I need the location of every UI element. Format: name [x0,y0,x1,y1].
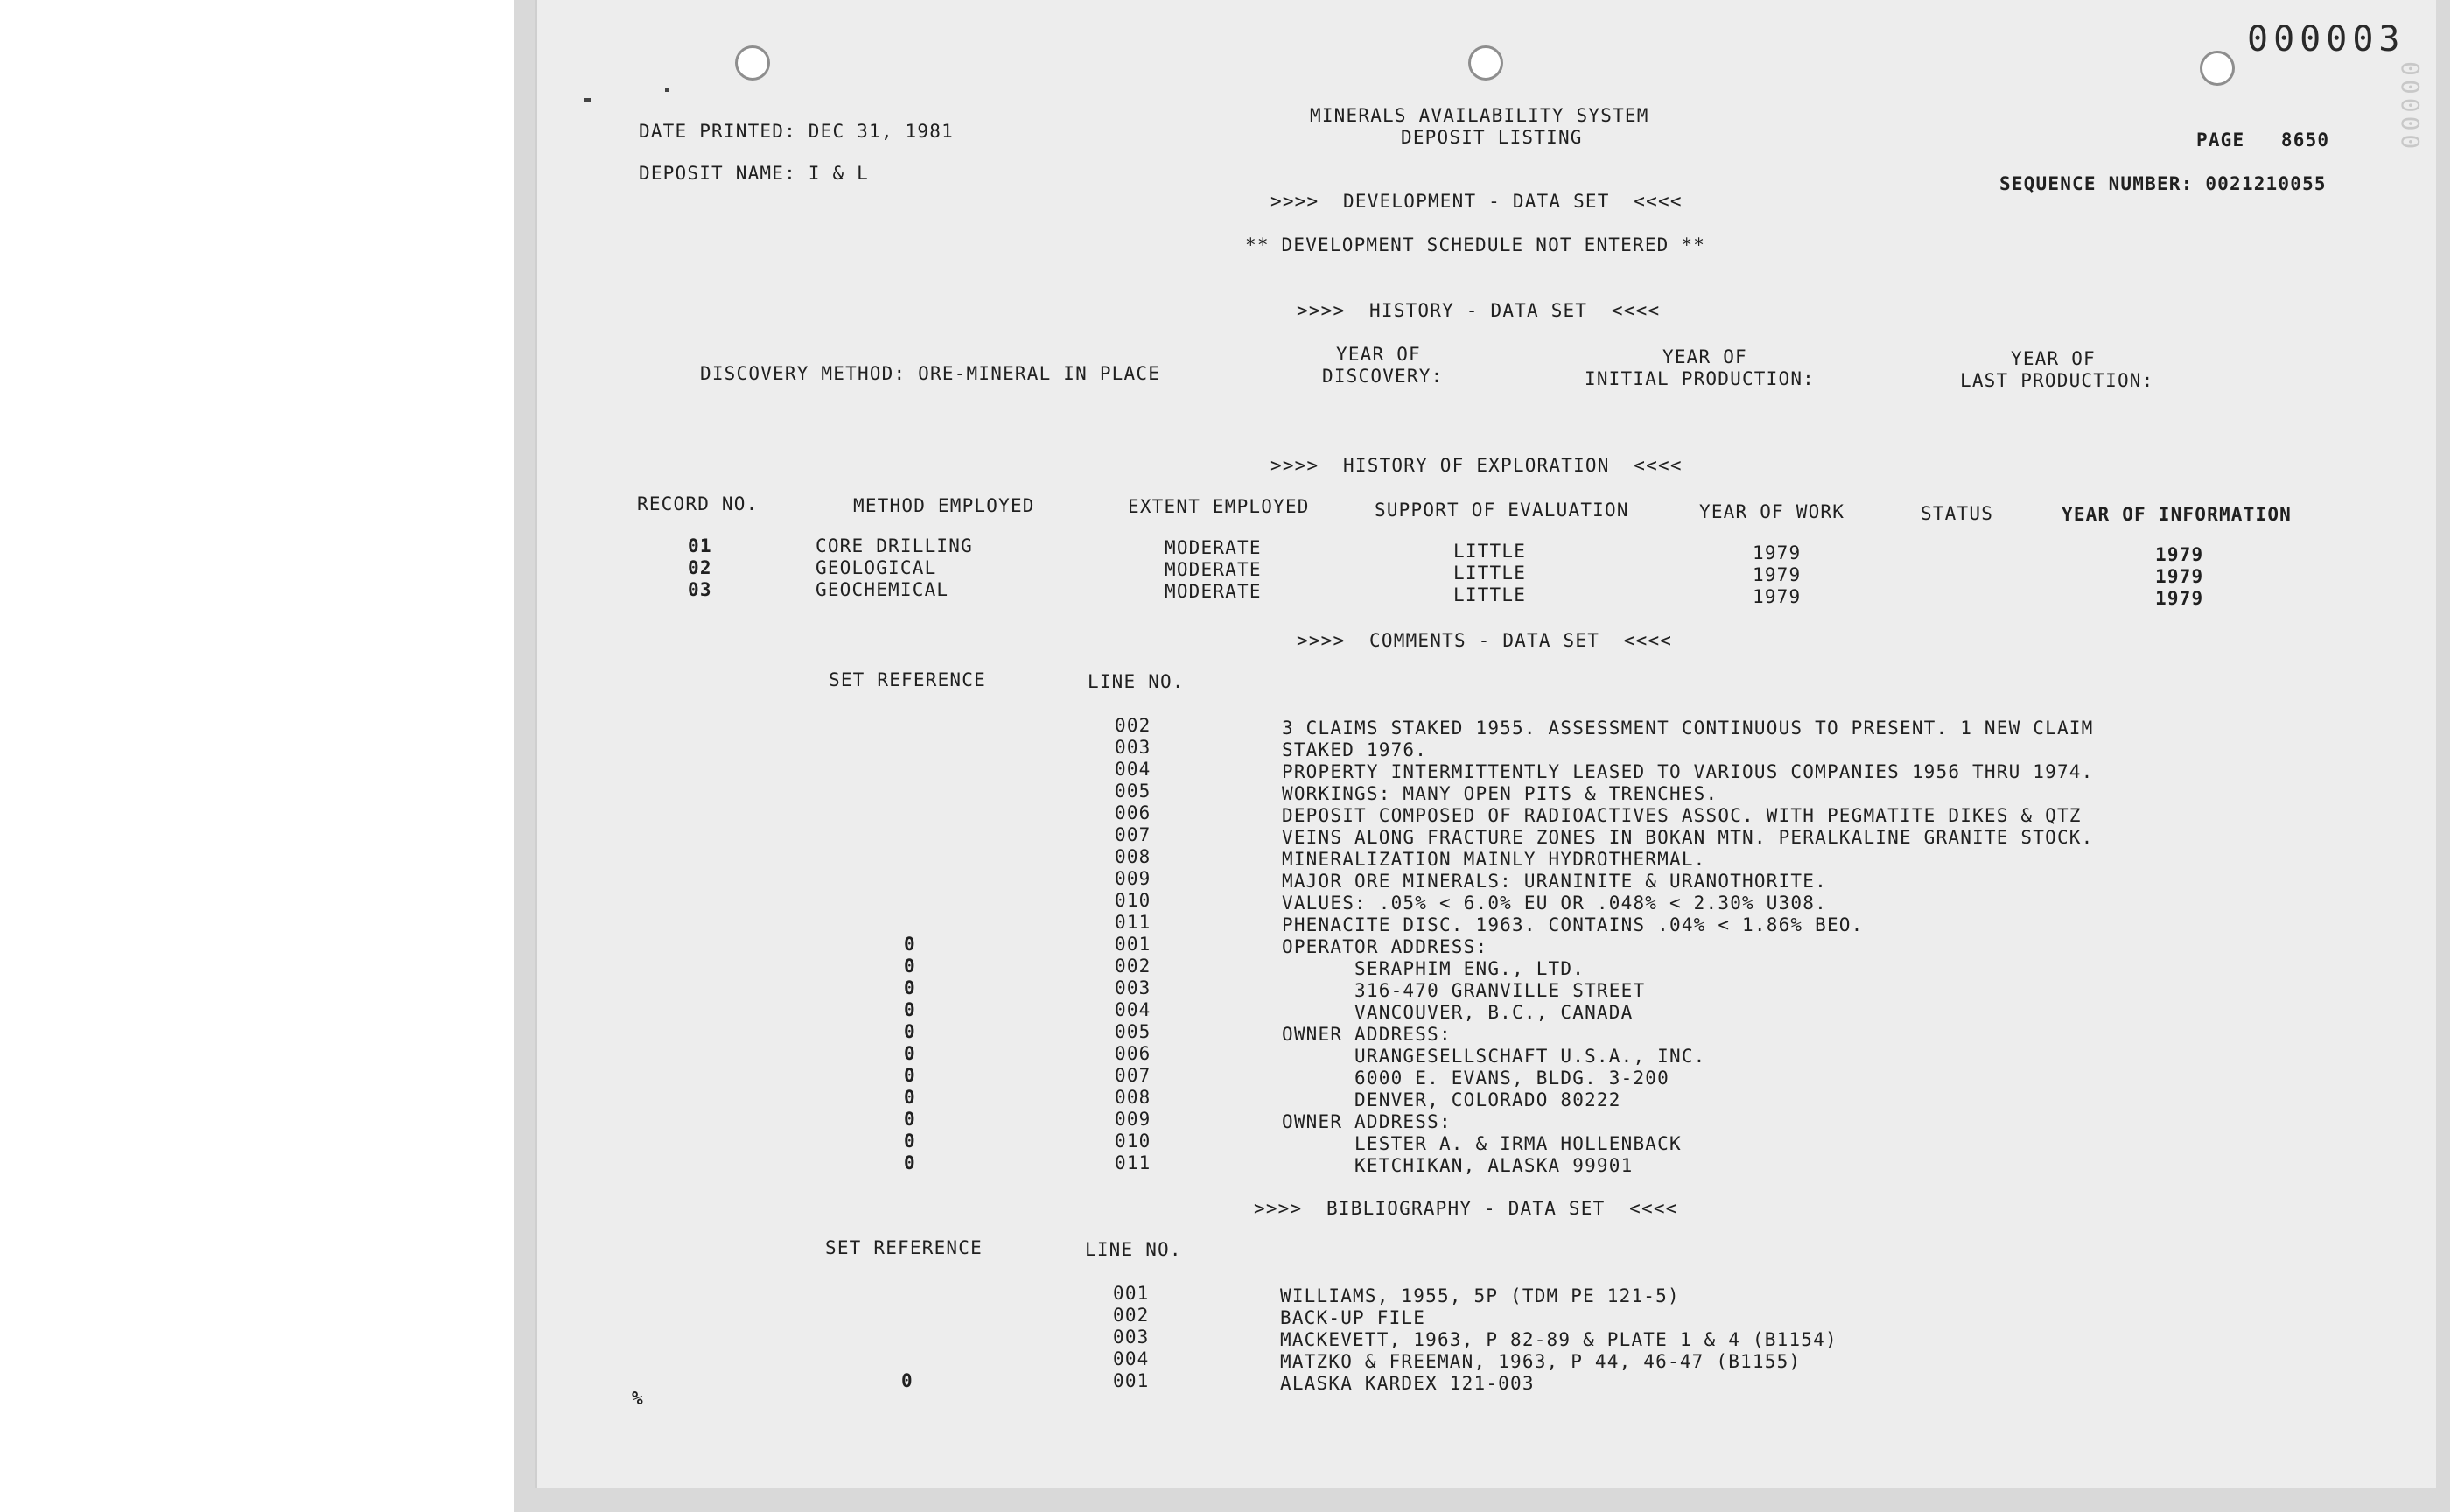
line-no-cell: 007 [1115,1065,1152,1086]
set-reference-cell: 0 [904,1043,916,1064]
line-no-cell: 001 [1115,934,1152,955]
year-last-production-label: YEAR OF [2011,348,2096,369]
set-reference-cell: 0 [904,977,916,998]
support-cell: LITTLE [1453,563,1527,584]
set-reference-cell: 0 [901,1370,914,1391]
footer-mark: % [632,1388,644,1409]
comment-text: KETCHIKAN, ALASKA 99901 [1282,1155,1634,1176]
comment-text: VEINS ALONG FRACTURE ZONES IN BOKAN MTN. PERALKALINE GRANITE STOCK. [1282,827,2094,848]
column-year-of-work: YEAR OF WORK [1699,501,1845,522]
scan-mark [665,88,669,92]
line-no-cell: 006 [1115,802,1152,823]
line-no-cell: 004 [1115,999,1152,1020]
listing-title: DEPOSIT LISTING [1401,127,1583,148]
line-no-cell: 003 [1115,737,1152,758]
line-no-cell: 003 [1115,977,1152,998]
line-no-cell: 005 [1115,1021,1152,1042]
year-of-discovery-label: DISCOVERY: [1322,366,1444,387]
development-heading: >>>> DEVELOPMENT - DATA SET <<<< [1270,191,1683,212]
line-no-cell: 006 [1115,1043,1152,1064]
comment-text: OWNER ADDRESS: [1282,1024,1452,1045]
method-cell: GEOCHEMICAL [816,579,949,600]
year-of-information-cell: 1979 [2155,544,2204,565]
bibliography-text: MACKEVETT, 1963, P 82-89 & PLATE 1 & 4 (B1154) [1280,1329,1838,1350]
set-reference-cell: 0 [904,1021,916,1042]
exploration-heading: >>>> HISTORY OF EXPLORATION <<<< [1270,455,1683,476]
line-no-cell: 010 [1115,890,1152,911]
line-no-cell: 008 [1115,1087,1152,1108]
record-no-cell: 02 [688,557,712,578]
year-last-production-label: LAST PRODUCTION: [1960,370,2154,391]
year-of-information-cell: 1979 [2155,588,2204,609]
comment-text: PROPERTY INTERMITTENTLY LEASED TO VARIOUS COMPANIES 1956 THRU 1974. [1282,761,2094,782]
comment-text: 6000 E. EVANS, BLDG. 3-200 [1282,1068,1670,1088]
record-no-cell: 03 [688,579,712,600]
line-no-cell: 002 [1115,956,1152,976]
year-of-work-cell: 1979 [1753,564,1802,585]
year-of-work-cell: 1979 [1753,542,1802,564]
discovery-method: DISCOVERY METHOD: ORE-MINERAL IN PLACE [700,363,1161,384]
line-no-cell: 002 [1115,715,1152,736]
line-no-cell: 001 [1113,1370,1150,1391]
punch-hole-left [735,46,770,80]
set-reference-cell: 0 [904,999,916,1020]
comments-column-line-no: LINE NO. [1088,671,1185,692]
comment-text: VALUES: .05% < 6.0% EU OR .048% < 2.30% U308. [1282,892,1827,914]
system-title: MINERALS AVAILABILITY SYSTEM [1310,105,1649,126]
development-note: ** DEVELOPMENT SCHEDULE NOT ENTERED ** [1245,234,1706,256]
line-no-cell: 011 [1115,1152,1152,1173]
comment-text: STAKED 1976. [1282,739,1428,760]
year-initial-production-label: YEAR OF [1662,346,1747,368]
bibliography-text: ALASKA KARDEX 121-003 [1280,1373,1535,1394]
comments-column-set-reference: SET REFERENCE [829,669,986,690]
column-method-employed: METHOD EMPLOYED [853,495,1035,516]
column-year-of-information: YEAR OF INFORMATION [2062,504,2292,525]
date-printed: DATE PRINTED: DEC 31, 1981 [639,121,954,142]
history-heading: >>>> HISTORY - DATA SET <<<< [1297,300,1661,321]
extent-cell: MODERATE [1165,559,1262,580]
year-initial-production-label: INITIAL PRODUCTION: [1585,368,1816,389]
set-reference-cell: 0 [904,1065,916,1086]
bibliography-text: WILLIAMS, 1955, 5P (TDM PE 121-5) [1280,1285,1680,1306]
line-no-cell: 008 [1115,846,1152,867]
comment-text: VANCOUVER, B.C., CANADA [1282,1002,1634,1023]
set-reference-cell: 0 [904,1130,916,1152]
page-number: PAGE 8650 [2196,130,2330,150]
line-no-cell: 010 [1115,1130,1152,1152]
bibliography-text: MATZKO & FREEMAN, 1963, P 44, 46-47 (B1155) [1280,1351,1802,1372]
extent-cell: MODERATE [1165,537,1262,558]
line-no-cell: 003 [1113,1326,1150,1348]
record-no-cell: 01 [688,536,712,556]
set-reference-cell: 0 [904,1087,916,1108]
punch-hole-center [1468,46,1503,80]
deposit-name: DEPOSIT NAME: I & L [639,163,870,184]
year-of-work-cell: 1979 [1753,586,1802,607]
line-no-cell: 001 [1113,1283,1150,1304]
set-reference-cell: 0 [904,956,916,976]
bibliography-column-line-no: LINE NO. [1085,1239,1182,1260]
extent-cell: MODERATE [1165,581,1262,602]
sequence-number: SEQUENCE NUMBER: 0021210055 [1999,173,2327,194]
comment-text: URANGESELLSCHAFT U.S.A., INC. [1282,1046,1706,1067]
comment-text: SERAPHIM ENG., LTD. [1282,958,1586,979]
line-no-cell: 007 [1115,824,1152,845]
column-support-of-evaluation: SUPPORT OF EVALUATION [1375,500,1629,521]
page-stamp-number: 000003 [2247,19,2405,60]
year-of-information-cell: 1979 [2155,566,2204,587]
bibliography-heading: >>>> BIBLIOGRAPHY - DATA SET <<<< [1254,1198,1678,1219]
set-reference-cell: 0 [904,1152,916,1173]
comment-text: WORKINGS: MANY OPEN PITS & TRENCHES. [1282,783,1718,804]
faint-stamp-shadow: 00000 [2396,61,2425,153]
comment-text: OPERATOR ADDRESS: [1282,936,1488,957]
column-status: STATUS [1921,503,1994,524]
column-record-no: RECORD NO. [637,494,759,514]
method-cell: GEOLOGICAL [816,557,937,578]
paper-page [536,0,2436,1488]
line-no-cell: 004 [1113,1348,1150,1369]
comment-text: MAJOR ORE MINERALS: URANINITE & URANOTHORITE. [1282,871,1827,892]
comment-text: OWNER ADDRESS: [1282,1111,1452,1132]
line-no-cell: 002 [1113,1305,1150,1326]
line-no-cell: 005 [1115,780,1152,802]
comment-text: DENVER, COLORADO 80222 [1282,1089,1621,1110]
support-cell: LITTLE [1453,584,1527,606]
support-cell: LITTLE [1453,541,1527,562]
bibliography-column-set-reference: SET REFERENCE [825,1237,983,1258]
line-no-cell: 004 [1115,759,1152,780]
column-extent-employed: EXTENT EMPLOYED [1128,496,1310,517]
comment-text: MINERALIZATION MAINLY HYDROTHERMAL. [1282,849,1706,870]
set-reference-cell: 0 [904,934,916,955]
comment-text: PHENACITE DISC. 1963. CONTAINS .04% < 1.86% BEO. [1282,914,1864,935]
line-no-cell: 009 [1115,1109,1152,1130]
line-no-cell: 011 [1115,912,1152,933]
comments-heading: >>>> COMMENTS - DATA SET <<<< [1297,630,1673,651]
punch-hole-right [2200,51,2235,86]
comment-text: DEPOSIT COMPOSED OF RADIOACTIVES ASSOC. WITH PEGMATITE DIKES & QTZ [1282,805,2082,826]
line-no-cell: 009 [1115,868,1152,889]
bibliography-text: BACK-UP FILE [1280,1307,1426,1328]
comment-text: 316-470 GRANVILLE STREET [1282,980,1646,1001]
scan-mark [584,98,592,102]
comment-text: LESTER A. & IRMA HOLLENBACK [1282,1133,1682,1154]
year-of-discovery-label: YEAR OF [1336,344,1421,365]
comment-text: 3 CLAIMS STAKED 1955. ASSESSMENT CONTINUOUS TO PRESENT. 1 NEW CLAIM [1282,718,2094,738]
set-reference-cell: 0 [904,1109,916,1130]
method-cell: CORE DRILLING [816,536,973,556]
